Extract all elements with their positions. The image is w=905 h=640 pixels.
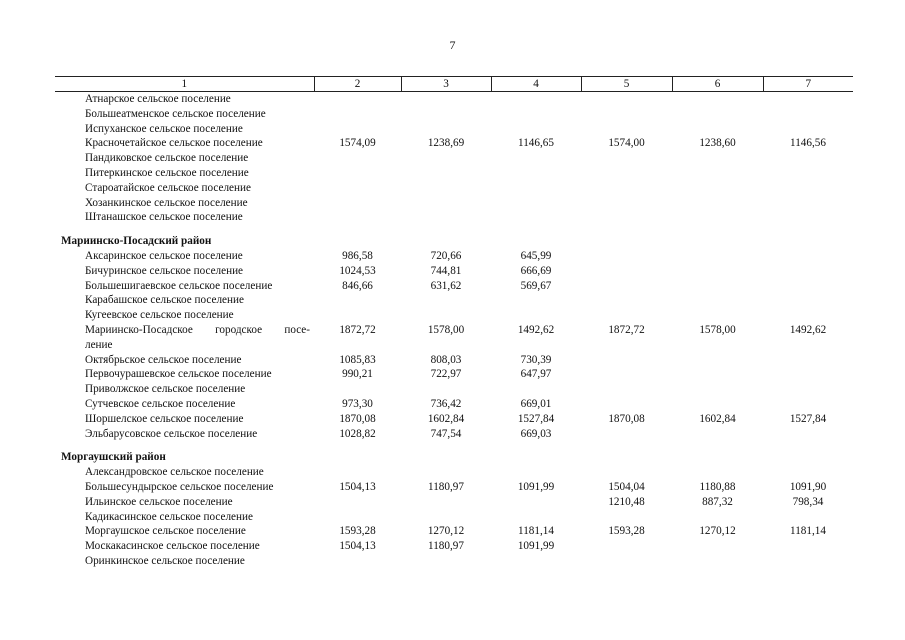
settlement-name xyxy=(55,323,314,353)
value-cell: 669,03 xyxy=(520,427,552,440)
value-cell xyxy=(491,554,581,569)
table-row xyxy=(55,539,853,554)
value-cell xyxy=(491,465,581,480)
settlement-name: Приволжское сельское поселение xyxy=(85,383,246,396)
value-cell xyxy=(763,279,853,294)
value-cell: 744,81 xyxy=(430,264,462,277)
settlement-name: Хозанкинское сельское поселение xyxy=(85,196,248,209)
value-cell xyxy=(314,308,401,323)
value-cell: 1270,12 xyxy=(427,525,465,538)
value-cell xyxy=(763,308,853,323)
value-cell: 1574,09 xyxy=(339,137,376,150)
value-cell: 1091,99 xyxy=(517,540,555,553)
value-cell: 1270,12 xyxy=(699,525,736,538)
value-cell: 1504,13 xyxy=(339,540,376,553)
page-number: 7 xyxy=(449,38,456,52)
value-cell: 1527,84 xyxy=(789,412,827,425)
value-cell xyxy=(401,495,491,510)
value-cell xyxy=(581,367,672,382)
settlement-name: Атнарское сельское поселение xyxy=(85,93,231,105)
value-cell: 669,01 xyxy=(520,397,552,410)
value-cell xyxy=(491,510,581,525)
column-header-4: 4 xyxy=(491,77,581,92)
table-row xyxy=(55,92,853,107)
value-cell: 645,99 xyxy=(520,249,552,262)
table-row xyxy=(55,196,853,211)
value-cell: 1085,83 xyxy=(339,353,376,366)
value-cell xyxy=(763,353,853,368)
value-cell xyxy=(672,382,763,397)
value-cell xyxy=(491,495,581,510)
settlement-name: Штанашское сельское поселение xyxy=(85,211,243,224)
value-cell xyxy=(581,510,672,525)
table-row xyxy=(55,397,853,412)
district-heading-row xyxy=(55,441,853,465)
value-cell: 1504,13 xyxy=(339,480,376,493)
value-cell xyxy=(672,264,763,279)
settlement-name: Аксаринское сельское поселение xyxy=(85,249,243,262)
value-cell xyxy=(581,353,672,368)
value-cell xyxy=(672,293,763,308)
table-row xyxy=(55,510,853,525)
value-cell xyxy=(314,465,401,480)
value-cell: 1181,14 xyxy=(518,525,554,538)
value-cell: 720,66 xyxy=(430,249,462,262)
value-cell xyxy=(314,510,401,525)
district-title: Мариинско-Посадский район xyxy=(61,235,212,248)
value-cell: 1238,60 xyxy=(699,137,736,150)
value-cell: 1602,84 xyxy=(699,412,736,425)
value-cell xyxy=(672,465,763,480)
value-cell xyxy=(672,554,763,569)
settlement-name: Моргаушское сельское поселение xyxy=(85,525,246,538)
column-number-row xyxy=(55,77,853,92)
value-cell xyxy=(581,554,672,569)
column-header-3: 3 xyxy=(401,77,491,92)
district-title: Моргаушский район xyxy=(61,451,166,464)
settlement-name: Оринкинское сельское поселение xyxy=(85,554,245,567)
value-cell xyxy=(581,465,672,480)
column-header-5: 5 xyxy=(581,77,672,92)
value-cell xyxy=(401,554,491,569)
table-row xyxy=(55,210,853,225)
table-row xyxy=(55,151,853,166)
value-cell: 1091,99 xyxy=(517,480,555,493)
settlement-name: Александровское сельское поселение xyxy=(85,466,264,479)
table-row xyxy=(55,279,853,294)
settlement-name: Ильинское сельское поселение xyxy=(85,495,233,508)
value-cell xyxy=(401,382,491,397)
value-cell: 1180,97 xyxy=(428,540,464,553)
table-row xyxy=(55,554,853,569)
table-row xyxy=(55,382,853,397)
value-cell: 736,42 xyxy=(430,397,462,410)
value-cell xyxy=(672,367,763,382)
value-cell xyxy=(672,249,763,264)
value-cell: 1024,53 xyxy=(339,264,376,277)
settlement-name: Питеркинское сельское поселение xyxy=(85,166,249,179)
value-cell: 1504,04 xyxy=(608,480,645,493)
value-cell xyxy=(763,510,853,525)
value-cell: 631,62 xyxy=(430,279,462,292)
settlement-name: Староатайское сельское поселение xyxy=(85,181,251,194)
value-cell: 1238,69 xyxy=(427,137,465,150)
value-cell xyxy=(672,397,763,412)
value-cell: 1180,97 xyxy=(428,480,464,493)
value-cell: 1492,62 xyxy=(517,323,555,336)
settlement-name-line-2: ление xyxy=(85,338,113,351)
value-cell xyxy=(763,367,853,382)
value-cell: 647,97 xyxy=(520,368,552,381)
value-cell: 1091,90 xyxy=(789,480,827,493)
value-cell xyxy=(491,293,581,308)
settlement-name: Шоршелское сельское поселение xyxy=(85,412,244,425)
value-cell xyxy=(581,397,672,412)
value-cell: 1146,56 xyxy=(790,137,826,150)
value-cell xyxy=(314,495,401,510)
value-cell: 1872,72 xyxy=(339,323,376,336)
settlement-name: Большешигаевское сельское поселение xyxy=(85,279,273,292)
value-cell xyxy=(314,554,401,569)
settlement-name-line-1: Мариинско-Посадское городское посе- xyxy=(85,323,310,336)
value-cell xyxy=(581,382,672,397)
table-row xyxy=(55,107,853,122)
value-cell xyxy=(581,264,672,279)
table-row xyxy=(55,293,853,308)
table-row xyxy=(55,427,853,442)
value-cell xyxy=(672,539,763,554)
value-cell xyxy=(314,382,401,397)
settlement-name: Карабашское сельское поселение xyxy=(85,294,244,307)
value-cell: 990,21 xyxy=(342,368,373,381)
value-cell xyxy=(581,293,672,308)
value-cell: 986,58 xyxy=(342,249,373,262)
value-cell xyxy=(491,308,581,323)
tariff-table xyxy=(55,76,853,569)
value-cell: 747,54 xyxy=(430,427,462,440)
value-cell xyxy=(763,264,853,279)
table-header xyxy=(55,77,853,92)
value-cell xyxy=(672,510,763,525)
value-cell xyxy=(763,293,853,308)
settlement-name: Большеатменское сельское поселение xyxy=(85,107,266,120)
value-cell: 1180,88 xyxy=(699,480,736,493)
value-cell: 973,30 xyxy=(342,397,373,410)
table-row xyxy=(55,412,853,427)
table-row xyxy=(55,495,853,510)
value-cell: 1872,72 xyxy=(608,323,645,336)
table-row xyxy=(55,367,853,382)
settlement-name: Эльбарусовское сельское поселение xyxy=(85,427,258,440)
value-cell: 666,69 xyxy=(520,264,552,277)
value-cell: 1602,84 xyxy=(427,412,465,425)
value-cell xyxy=(581,427,672,442)
table-row xyxy=(55,353,853,368)
value-cell xyxy=(581,249,672,264)
table-row xyxy=(55,323,853,353)
column-header-7: 7 xyxy=(763,77,853,92)
table-row xyxy=(55,122,853,137)
value-cell xyxy=(763,465,853,480)
value-cell xyxy=(581,279,672,294)
table-row xyxy=(55,264,853,279)
table-row xyxy=(55,480,853,495)
value-cell: 1870,08 xyxy=(608,412,645,425)
value-cell xyxy=(763,539,853,554)
value-cell xyxy=(763,427,853,442)
district-heading-row xyxy=(55,225,853,249)
settlement-name: Кадикасинское сельское поселение xyxy=(85,510,253,523)
value-cell xyxy=(401,308,491,323)
value-cell xyxy=(763,397,853,412)
value-cell xyxy=(401,510,491,525)
table-row xyxy=(55,308,853,323)
table-row xyxy=(55,181,853,196)
value-cell xyxy=(401,293,491,308)
value-cell: 1210,48 xyxy=(608,495,645,508)
value-cell: 1578,00 xyxy=(427,323,465,336)
table-row xyxy=(55,524,853,539)
value-cell xyxy=(581,539,672,554)
value-cell: 569,67 xyxy=(520,279,552,292)
value-cell: 798,34 xyxy=(792,495,824,508)
table-row xyxy=(55,465,853,480)
value-cell: 722,97 xyxy=(430,368,462,381)
table-row xyxy=(55,249,853,264)
settlement-name: Москакасинское сельское поселение xyxy=(85,540,260,553)
value-cell: 1870,08 xyxy=(339,412,376,425)
settlement-name: Сутчевское сельское поселение xyxy=(85,397,236,410)
value-cell: 1181,14 xyxy=(790,525,826,538)
value-cell: 887,32 xyxy=(702,495,733,508)
value-cell: 1574,00 xyxy=(608,137,645,150)
value-cell xyxy=(401,465,491,480)
column-header-2: 2 xyxy=(314,77,401,92)
settlement-name: Испуханское сельское поселение xyxy=(85,122,243,135)
value-cell xyxy=(672,427,763,442)
value-cell: 1593,28 xyxy=(608,525,645,538)
settlement-name: Кугеевское сельское поселение xyxy=(85,309,234,322)
settlement-name: Бичуринское сельское поселение xyxy=(85,264,244,277)
settlement-name: Красночетайское сельское поселение xyxy=(85,137,263,150)
value-cell xyxy=(314,293,401,308)
value-cell xyxy=(672,308,763,323)
value-cell: 1028,82 xyxy=(339,427,376,440)
table-row xyxy=(55,136,853,151)
value-cell: 1578,00 xyxy=(699,323,736,336)
settlement-name: Октябрьское сельское поселение xyxy=(85,353,242,366)
value-cell xyxy=(581,308,672,323)
table-row xyxy=(55,166,853,181)
tariff-table-container xyxy=(55,76,853,569)
value-cell xyxy=(763,382,853,397)
value-cell xyxy=(672,353,763,368)
value-cell: 1527,84 xyxy=(517,412,555,425)
settlement-name: Первочурашевское сельское поселение xyxy=(85,368,272,381)
column-header-6: 6 xyxy=(672,77,763,92)
value-cell xyxy=(763,249,853,264)
column-header-1: 1 xyxy=(55,77,314,92)
value-cell xyxy=(491,382,581,397)
value-cell: 1593,28 xyxy=(339,525,376,538)
table-body xyxy=(55,92,853,569)
value-cell xyxy=(672,279,763,294)
value-cell: 846,66 xyxy=(342,279,373,292)
settlement-name: Пандиковское сельское поселение xyxy=(85,152,249,165)
value-cell xyxy=(763,554,853,569)
value-cell: 1146,65 xyxy=(518,137,554,150)
value-cell: 808,03 xyxy=(430,353,462,366)
settlement-name: Большесундырское сельское поселение xyxy=(85,480,274,493)
value-cell: 1492,62 xyxy=(789,323,827,336)
value-cell: 730,39 xyxy=(520,353,552,366)
